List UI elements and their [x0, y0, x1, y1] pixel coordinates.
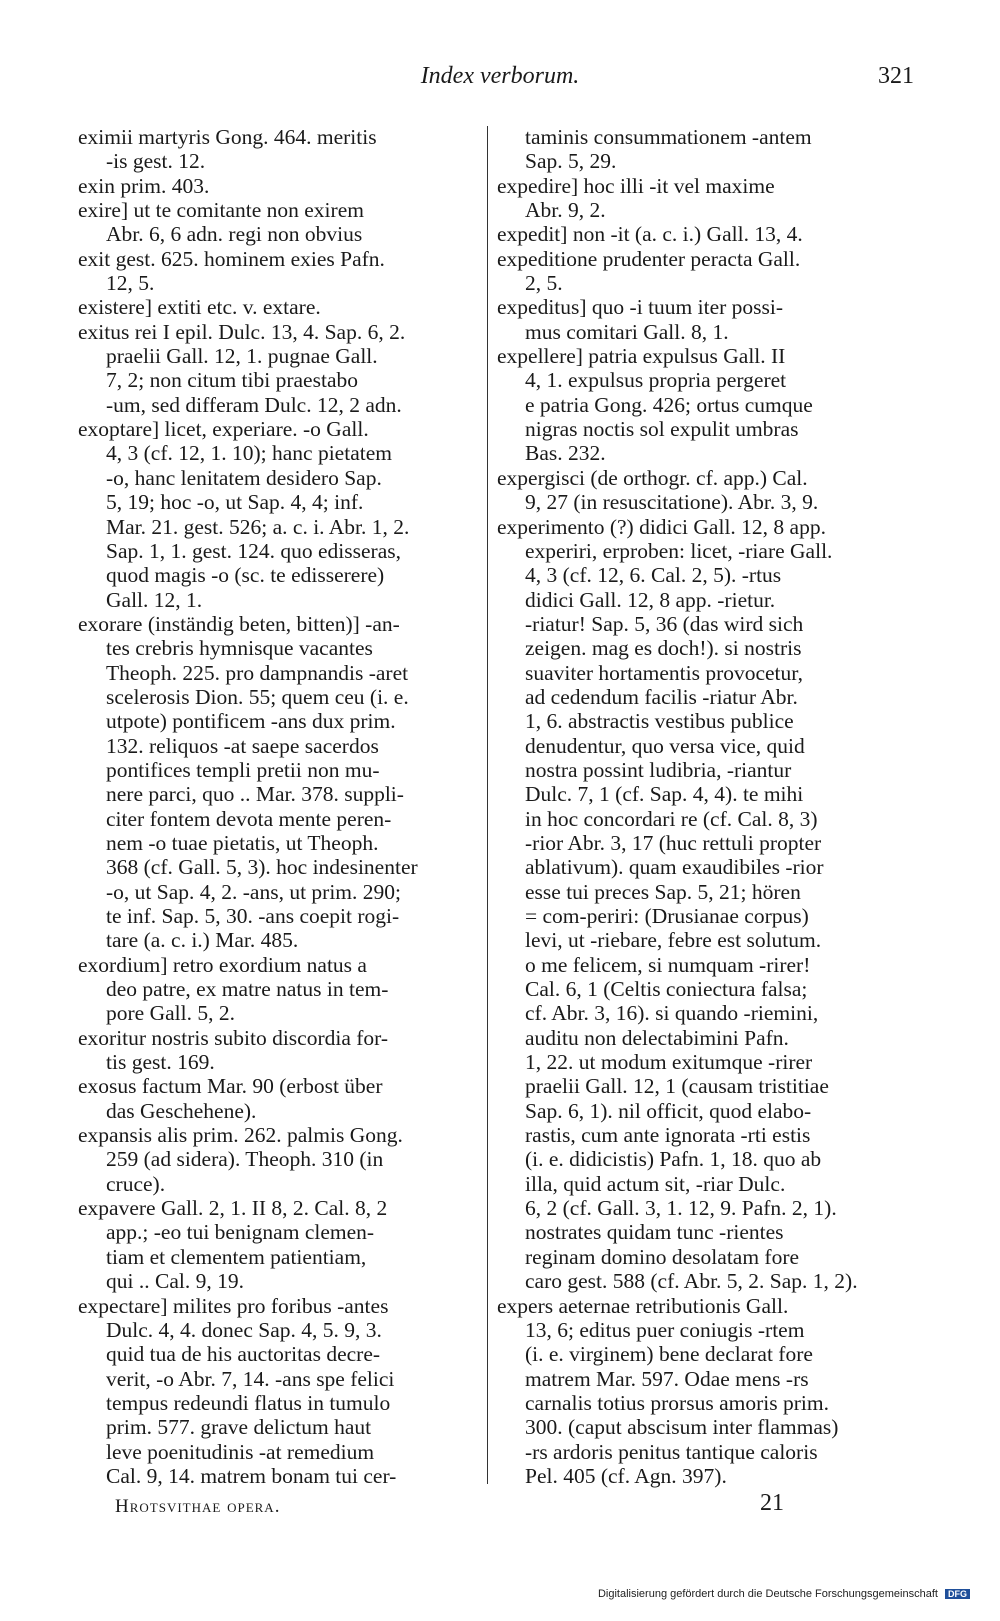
- digitization-text: Digitalisierung gefördert durch die Deutsche Forschungsgemeinschaft: [597, 1588, 938, 1600]
- index-line: exoritur nostris subito discordia for-: [78, 1025, 389, 1050]
- index-line: -rs ardoris penitus tantique caloris: [525, 1439, 818, 1464]
- index-line: nigras noctis sol expulit umbras: [525, 417, 799, 442]
- left-column: [78, 125, 480, 1488]
- index-line: exosus factum Mar. 90 (erbost über: [78, 1074, 383, 1099]
- index-line: reginam domino desolatam fore: [525, 1244, 800, 1269]
- index-line: matrem Mar. 597. Odae mens -rs: [525, 1366, 809, 1391]
- index-line: (i. e. didicistis) Pafn. 1, 18. quo ab: [525, 1147, 822, 1172]
- index-line: rastis, cum ante ignorata -rti estis: [525, 1123, 811, 1148]
- index-line: das Geschehene).: [106, 1098, 257, 1123]
- index-line: cf. Abr. 3, 16). si quando -riemini,: [525, 1001, 819, 1026]
- index-line: Theoph. 225. pro dampnandis -aret: [106, 660, 409, 685]
- index-line: praelii Gall. 12, 1 (causam tristitiae: [525, 1074, 829, 1099]
- index-line: Cal. 6, 1 (Celtis coniectura falsa;: [525, 977, 808, 1002]
- index-line: illa, quid actum sit, -riar Dulc.: [525, 1171, 786, 1196]
- index-line: 7, 2; non citum tibi praestabo: [106, 368, 358, 393]
- index-line: Cal. 9, 14. matrem bonam tui cer-: [106, 1463, 397, 1488]
- index-line: -o, hanc lenitatem desidero Sap.: [106, 465, 382, 490]
- index-line: experiri, erproben: licet, -riare Gall.: [525, 538, 833, 563]
- index-line: 259 (ad sidera). Theoph. 310 (in: [106, 1147, 384, 1172]
- index-line: 4, 3 (cf. 12, 6. Cal. 2, 5). -rtus: [525, 563, 782, 588]
- index-line: eximii martyris Gong. 464. meritis: [78, 125, 377, 149]
- index-line: Sap. 6, 1). nil officit, quod elabo-: [525, 1098, 812, 1123]
- index-line: cruce).: [106, 1171, 166, 1196]
- index-line: quid tua de his auctoritas decre-: [106, 1342, 381, 1367]
- index-line: -riatur! Sap. 5, 36 (das wird sich: [525, 611, 804, 636]
- index-line: Bas. 232.: [525, 441, 606, 466]
- index-line: 4, 3 (cf. 12, 1. 10); hanc pietatem: [106, 441, 392, 466]
- index-line: expedire] hoc illi -it vel maxime: [497, 173, 775, 198]
- index-line: praelii Gall. 12, 1. pugnae Gall.: [106, 344, 378, 369]
- index-line: quod magis -o (sc. te edisserere): [106, 563, 385, 588]
- index-line: Gall. 12, 1.: [106, 587, 203, 612]
- index-line: exordium] retro exordium natus a: [78, 952, 367, 977]
- index-line: existere] extiti etc. v. extare.: [78, 295, 321, 320]
- index-line: Sap. 5, 29.: [525, 149, 617, 174]
- index-line: 368 (cf. Gall. 5, 3). hoc indesinenter: [106, 855, 418, 880]
- index-line: utpote) pontificem -ans dux prim.: [106, 709, 396, 734]
- index-line: 6, 2 (cf. Gall. 3, 1. 12, 9. Pafn. 2, 1).: [525, 1196, 837, 1221]
- index-line: expavere Gall. 2, 1. II 8, 2. Cal. 8, 2: [78, 1196, 388, 1221]
- index-line: mus comitari Gall. 8, 1.: [525, 319, 729, 344]
- index-line: 12, 5.: [106, 271, 155, 296]
- index-line: -o, ut Sap. 4, 2. -ans, ut prim. 290;: [106, 879, 402, 904]
- index-line: te inf. Sap. 5, 30. -ans coepit rogi-: [106, 904, 400, 928]
- index-line: = com-periri: (Drusianae corpus): [525, 904, 809, 928]
- index-line: nostrates quidam tunc -rientes: [525, 1220, 784, 1245]
- index-line: pontifices templi pretii non mu-: [106, 757, 380, 782]
- index-line: scelerosis Dion. 55; quem ceu (i. e.: [106, 684, 409, 709]
- index-line: 132. reliquos -at saepe sacerdos: [106, 733, 379, 758]
- column-divider: [487, 126, 488, 1484]
- index-line: Abr. 9, 2.: [525, 198, 606, 223]
- index-line: nere parci, quo .. Mar. 378. suppli-: [106, 782, 404, 807]
- index-line: expeditus] quo -i tuum iter possi-: [497, 295, 784, 320]
- index-line: Abr. 6, 6 adn. regi non obvius: [106, 222, 363, 247]
- index-line: exit gest. 625. hominem exies Pafn.: [78, 246, 385, 271]
- index-line: in hoc concordari re (cf. Cal. 8, 3): [525, 806, 818, 831]
- index-line: app.; -eo tui benignam clemen-: [106, 1220, 375, 1245]
- index-line: expergisci (de orthogr. cf. app.) Cal.: [497, 465, 808, 490]
- index-line: leve poenitudinis -at remedium: [106, 1439, 375, 1464]
- index-line: nostra possint ludibria, -riantur: [525, 757, 792, 782]
- index-line: levi, ut -riebare, febre est solutum.: [525, 928, 822, 953]
- index-line: expansis alis prim. 262. palmis Gong.: [78, 1123, 403, 1148]
- index-line: o me felicem, si numquam -rirer!: [525, 952, 811, 977]
- index-line: 4, 1. expulsus propria pergeret: [525, 368, 787, 393]
- sheet-number: 21: [760, 1490, 784, 1516]
- index-line: ablativum). quam exaudibiles -rior: [525, 855, 824, 880]
- index-line: 2, 5.: [525, 271, 563, 296]
- index-line: -rior Abr. 3, 17 (huc rettuli propter: [525, 830, 822, 855]
- dfg-logo: DFG: [945, 1589, 970, 1599]
- index-line: exire] ut te comitante non exirem: [78, 198, 364, 223]
- index-line: taminis consummationem -antem: [525, 125, 812, 149]
- index-line: pore Gall. 5, 2.: [106, 1001, 235, 1026]
- index-line: tis gest. 169.: [106, 1050, 215, 1075]
- index-line: auditu non delectabimini Pafn.: [525, 1025, 789, 1050]
- index-line: expers aeternae retributionis Gall.: [497, 1293, 789, 1318]
- index-line: -is gest. 12.: [106, 149, 206, 174]
- index-line: deo patre, ex matre natus in tem-: [106, 977, 389, 1002]
- index-line: Pel. 405 (cf. Agn. 397).: [525, 1463, 727, 1488]
- index-line: tare (a. c. i.) Mar. 485.: [106, 928, 299, 953]
- running-header-title: Index verborum.: [420, 63, 580, 89]
- index-line: qui .. Cal. 9, 19.: [106, 1269, 244, 1294]
- index-line: didici Gall. 12, 8 app. -rietur.: [525, 587, 776, 612]
- index-line: exorare (inständig beten, bitten)] -an-: [78, 611, 400, 636]
- index-line: esse tui preces Sap. 5, 21; hören: [525, 879, 801, 904]
- index-line: denudentur, quo versa vice, quid: [525, 733, 805, 758]
- index-line: ad cedendum facilis -riatur Abr.: [525, 684, 798, 709]
- index-line: prim. 577. grave delictum haut: [106, 1415, 372, 1440]
- index-line: tes crebris hymnisque vacantes: [106, 636, 373, 661]
- index-line: caro gest. 588 (cf. Abr. 5, 2. Sap. 1, 2).: [525, 1269, 858, 1294]
- index-line: 13, 6; editus puer coniugis -rtem: [525, 1317, 805, 1342]
- index-line: tempus redeundi flatus in tumulo: [106, 1390, 391, 1415]
- index-line: exitus rei I epil. Dulc. 13, 4. Sap. 6, 2.: [78, 319, 406, 344]
- index-line: 9, 27 (in resuscitatione). Abr. 3, 9.: [525, 490, 819, 515]
- digitization-note: [598, 1588, 970, 1600]
- index-line: expeditione prudenter peracta Gall.: [497, 246, 801, 271]
- index-line: citer fontem devota mente peren-: [106, 806, 392, 831]
- index-line: 1, 6. abstractis vestibus publice: [525, 709, 794, 734]
- index-line: 5, 19; hoc -o, ut Sap. 4, 4; inf.: [106, 490, 364, 515]
- index-line: tiam et clementem patientiam,: [106, 1244, 367, 1269]
- index-line: Dulc. 7, 1 (cf. Sap. 4, 4). te mihi: [525, 782, 804, 807]
- index-line: suaviter hortamentis provocetur,: [525, 660, 803, 685]
- index-line: zeigen. mag es doch!). si nostris: [525, 636, 802, 661]
- index-line: e patria Gong. 426; ortus cumque: [525, 392, 813, 417]
- page-number: 321: [878, 63, 914, 89]
- index-line: Sap. 1, 1. gest. 124. quo edisseras,: [106, 538, 401, 563]
- index-line: -um, sed differam Dulc. 12, 2 adn.: [106, 392, 402, 417]
- index-line: 300. (caput abscisum inter flammas): [525, 1415, 839, 1440]
- index-line: expellere] patria expulsus Gall. II: [497, 344, 786, 369]
- index-line: nem -o tuae pietatis, ut Theoph.: [106, 830, 379, 855]
- signature-line: Hrotsvithae opera.: [115, 1496, 281, 1517]
- index-line: carnalis totius prorsus amoris prim.: [525, 1390, 829, 1415]
- index-line: Mar. 21. gest. 526; a. c. i. Abr. 1, 2.: [106, 514, 410, 539]
- index-line: exin prim. 403.: [78, 173, 210, 198]
- index-line: (i. e. virginem) bene declarat fore: [525, 1342, 813, 1367]
- right-column: [497, 125, 899, 1488]
- index-line: expedit] non -it (a. c. i.) Gall. 13, 4.: [497, 222, 803, 247]
- index-line: Dulc. 4, 4. donec Sap. 4, 5. 9, 3.: [106, 1317, 382, 1342]
- index-line: experimento (?) didici Gall. 12, 8 app.: [497, 514, 826, 539]
- index-line: 1, 22. ut modum exitumque -rirer: [525, 1050, 813, 1075]
- index-line: exoptare] licet, experiare. -o Gall.: [78, 417, 369, 442]
- index-line: expectare] milites pro foribus -antes: [78, 1293, 389, 1318]
- index-line: verit, -o Abr. 7, 14. -ans spe felici: [106, 1366, 395, 1391]
